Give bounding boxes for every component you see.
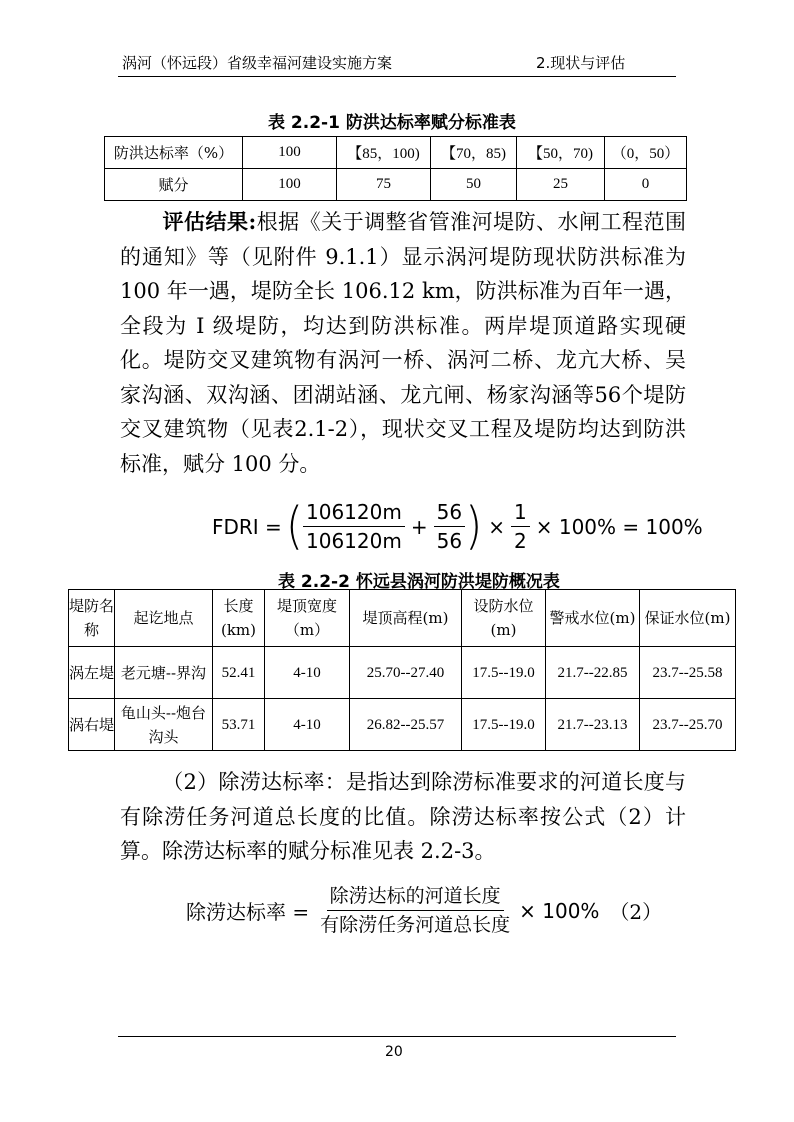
fraction-denominator: 56 — [436, 529, 463, 553]
flood-standard-score-table — [104, 136, 687, 201]
table-header-cell: 设防水位(m) — [462, 590, 546, 647]
table-cell: 23.7--25.70 — [640, 699, 736, 751]
fraction-numerator: 除涝达标的河道长度 — [327, 884, 504, 911]
fraction-length — [303, 500, 405, 553]
table-cell: 涡右堤 — [69, 699, 115, 751]
levee-overview-table — [68, 589, 736, 751]
formula-lhs: 除涝达标率 = — [186, 900, 310, 924]
table-cell: 53.71 — [213, 699, 265, 751]
table-cell: 【70，85) — [431, 137, 517, 169]
fraction-half — [511, 500, 530, 553]
table2-caption: 表 2.2-2 怀远县涡河防洪堤防概况表 — [278, 572, 560, 592]
footer-divider — [118, 1036, 676, 1037]
fraction-denominator: 2 — [514, 529, 527, 553]
table-row — [69, 699, 736, 751]
table-header-cell: 长度(km) — [213, 590, 265, 647]
evaluation-lead: 评估结果: — [162, 209, 257, 234]
drainage-paragraph — [120, 765, 686, 869]
table-cell: 100 — [243, 169, 337, 201]
drainage-formula — [186, 884, 662, 937]
table-cell: 23.7--25.58 — [640, 647, 736, 699]
table-header-cell: 保证水位(m) — [640, 590, 736, 647]
table-row — [105, 137, 687, 169]
formula-operator: + — [410, 514, 428, 539]
fraction-denominator: 106120m — [306, 529, 402, 553]
header-section: 2.现状与评估 — [536, 54, 626, 72]
fraction-structures — [434, 500, 465, 553]
table-cell: 26.82--25.57 — [350, 699, 462, 751]
evaluation-paragraph — [120, 205, 686, 481]
table-header-row — [69, 590, 736, 647]
fdri-formula: FDRI = ( $\frac{106120m}{106120m}$ + $\frac{56}{56}$ ) × $\frac{1}{2}$ × 100% = 100% — [212, 496, 703, 556]
table-cell: 100 — [243, 137, 337, 169]
evaluation-text: 根据《关于调整省管淮河堤防、水闸工程范围的通知》等（见附件 9.1.1）显示涡河堤防现状防洪标准为 100 年一遇，堤防全长 106.12 km，防洪标准为百年一遇，全段为 I 级堤防，均达到防洪标准。两岸堤顶道路实现硬化。堤防交叉建筑物有涡河一桥、涡河二桥、龙亢大桥、吴家沟涵、双沟涵、团湖站涵、龙亢闸、杨家沟涵等56个堤防交叉建筑物（见表2.1-2），现状交叉工程及堤防均达到防洪标准，赋分 100 分。 — [120, 210, 686, 476]
table-header-cell: 堤顶宽度（m） — [265, 590, 350, 647]
table-cell: 17.5--19.0 — [462, 647, 546, 699]
fraction-denominator: 有除涝任务河道总长度 — [320, 914, 511, 936]
drainage-text: （2）除涝达标率：是指达到除涝标准要求的河道长度与有除涝任务河道总长度的比值。除涝达标率按公式（2）计算。除涝达标率的赋分标准见表 2.2-3。 — [120, 770, 686, 863]
formula-operator: × — [488, 514, 505, 539]
table-header-cell: 堤防名称 — [69, 590, 115, 647]
table-cell: 老元塘--界沟 — [115, 647, 213, 699]
table1-caption: 表 2.2-1 防洪达标率赋分标准表 — [268, 113, 516, 133]
table-header-cell: 起讫地点 — [115, 590, 213, 647]
table-cell: 防洪达标率（%） — [105, 137, 243, 169]
table-cell: 4-10 — [265, 699, 350, 751]
page-number: 20 — [385, 1044, 403, 1060]
table-cell: 75 — [337, 169, 431, 201]
table-cell: 21.7--23.13 — [546, 699, 640, 751]
fraction-numerator: 1 — [511, 500, 530, 527]
header-title: 涡河（怀远段）省级幸福河建设实施方案 — [122, 54, 393, 72]
formula-lhs: FDRI = — [212, 514, 282, 539]
table-cell: 25 — [517, 169, 605, 201]
table-header-cell: 警戒水位(m) — [546, 590, 640, 647]
formula-tag: （2） — [609, 900, 663, 924]
formula-result: × 100% — [519, 898, 600, 923]
fraction-numerator: 106120m — [303, 500, 405, 527]
table-cell: 涡左堤 — [69, 647, 115, 699]
table-cell: 赋分 — [105, 169, 243, 201]
table-cell: 17.5--19.0 — [462, 699, 546, 751]
table-cell: 龟山头--炮台沟头 — [115, 699, 213, 751]
table-cell: 21.7--22.85 — [546, 647, 640, 699]
table-row — [105, 169, 687, 201]
header-divider — [118, 76, 676, 77]
fraction-drainage — [317, 884, 513, 937]
table-cell: 0 — [605, 169, 687, 201]
table-header-cell: 堤顶高程(m) — [350, 590, 462, 647]
table-cell: 【50，70) — [517, 137, 605, 169]
formula-result: × 100% = 100% — [535, 514, 703, 539]
table-cell: 50 — [431, 169, 517, 201]
table-row — [69, 647, 736, 699]
table-cell: 52.41 — [213, 647, 265, 699]
table-cell: （0，50） — [605, 137, 687, 169]
table-cell: 4-10 — [265, 647, 350, 699]
table-cell: 【85，100) — [337, 137, 431, 169]
fraction-numerator: 56 — [434, 500, 465, 527]
table-cell: 25.70--27.40 — [350, 647, 462, 699]
